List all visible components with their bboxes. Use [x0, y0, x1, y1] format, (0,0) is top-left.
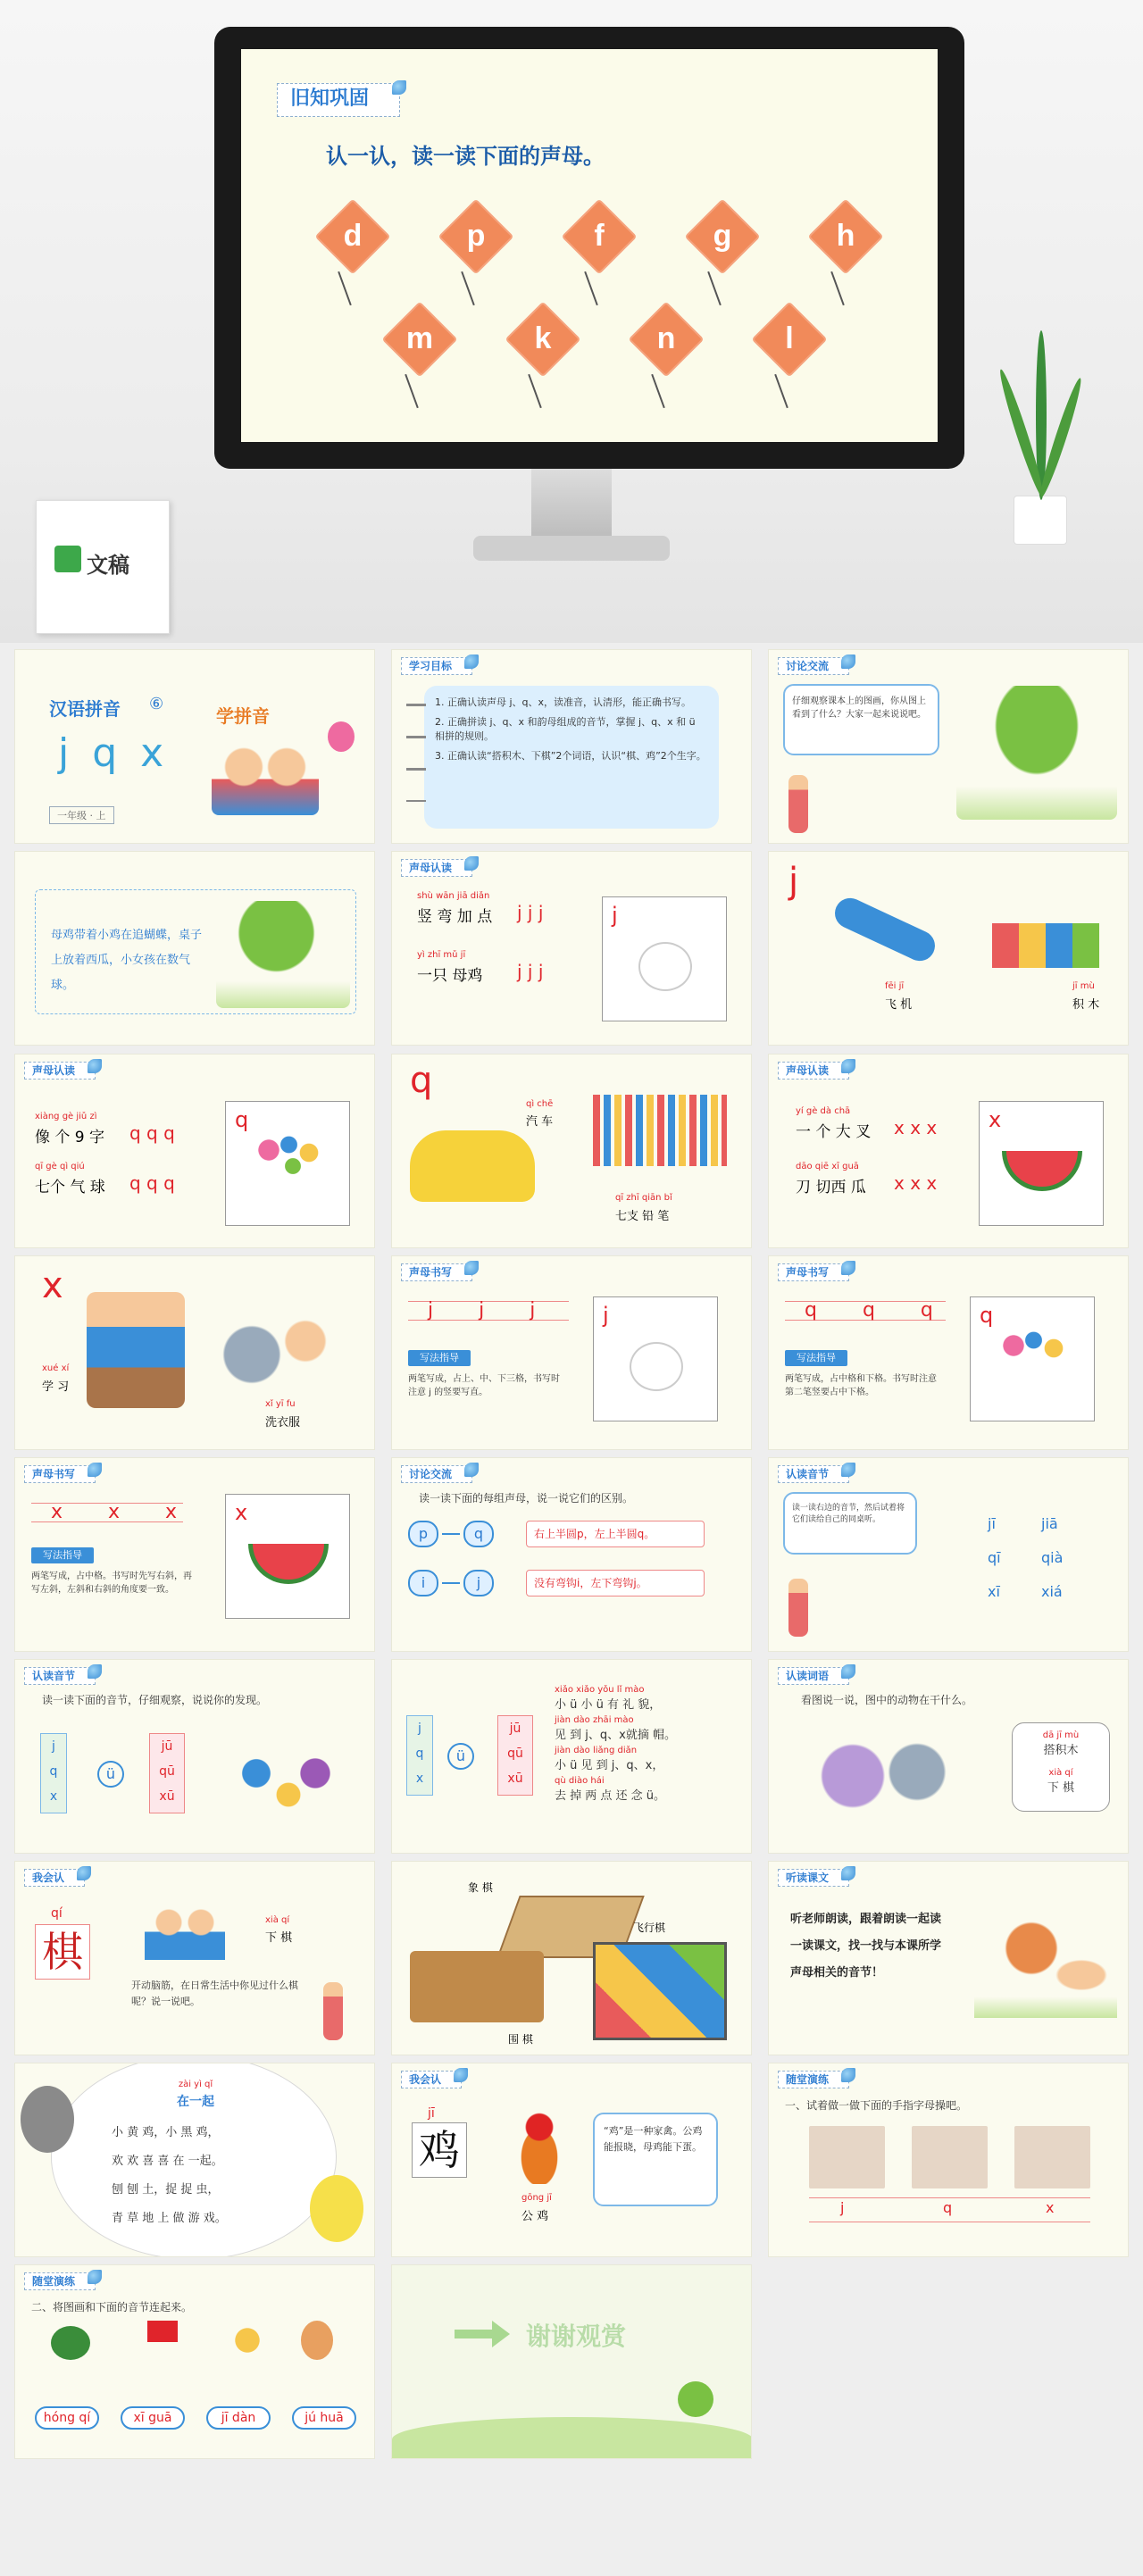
syllable: qū	[159, 1764, 175, 1779]
poem-line: 刨 刨 土，捉 捉 虫，	[112, 2183, 220, 2197]
syllables-box	[497, 1715, 533, 1796]
syllable: xiá	[1041, 1583, 1063, 1600]
intro-text: 一、试着做一做下面的手指字母操吧。	[785, 2099, 968, 2112]
animals-illustration	[805, 1736, 965, 1816]
slide-syllables-rule	[14, 1659, 375, 1854]
word: 下 棋	[265, 1931, 293, 1945]
hand-sign-x	[1014, 2126, 1090, 2188]
kite-letter: m	[405, 321, 434, 355]
word1: 汽 车	[526, 1115, 554, 1129]
hand-sign-q	[912, 2126, 988, 2188]
section-tag: 认读词语	[778, 1667, 849, 1685]
big-letter: x	[235, 1500, 248, 1525]
answer-jidan[interactable]: jī dàn	[206, 2406, 271, 2430]
section-tag: 认读音节	[24, 1667, 96, 1685]
pair2-a: i	[408, 1570, 438, 1596]
intro-text: 读一读下面的音节，仔细观察，说说你的发现。	[42, 1694, 268, 1706]
word1: 学 习	[42, 1380, 70, 1394]
blocks-icon	[992, 923, 1099, 968]
kite-g	[685, 199, 761, 275]
monitor-screen	[241, 49, 938, 442]
slide-char-ji	[391, 2063, 752, 2257]
scene-illustration	[216, 901, 350, 1008]
listen-text: 听老师朗读，跟着朗读一起读一读课文，找一找与本课所学声母相关的音节！	[790, 1913, 942, 1980]
kite-tail	[338, 271, 352, 305]
syllable: jiā	[1041, 1515, 1058, 1532]
label-weiqi: 围 棋	[508, 2033, 533, 2046]
line-1: 像 个 9 字	[35, 1129, 105, 1146]
rhyme-line: 去 掉 两 点 还 念 ü。	[555, 1789, 666, 1803]
section-tag: 随堂演练	[24, 2272, 96, 2290]
section-tag: 讨论交流	[778, 657, 849, 675]
slide-practice-1	[768, 2063, 1129, 2257]
initial: q	[415, 1747, 424, 1761]
initial: x	[415, 1772, 424, 1786]
syllable: qī	[988, 1549, 1001, 1566]
initial: j	[52, 1739, 55, 1754]
line-2: 一只 母鸡	[417, 967, 483, 985]
big-letter: x	[42, 1265, 63, 1306]
label-xiangqi: 象 棋	[468, 1881, 493, 1894]
subject: 汉语拼音	[49, 698, 121, 720]
letters-art	[229, 1745, 337, 1816]
kite-letter: k	[534, 321, 552, 355]
answer-q: q	[943, 2199, 953, 2216]
section-tag: 声母书写	[401, 1263, 472, 1281]
answer-hongqi[interactable]: hóng qí	[35, 2406, 99, 2430]
grade: 一年级 · 上	[49, 806, 114, 824]
kite-k	[505, 302, 581, 378]
initials-box	[40, 1733, 67, 1813]
kite-f	[562, 199, 638, 275]
word-card	[1012, 1722, 1110, 1812]
label-feixingqi: 飞行棋	[633, 1922, 666, 1934]
kite-tail	[461, 271, 475, 305]
rhyme-pinyin: xiǎo xiǎo yǒu lǐ mào	[555, 1685, 645, 1695]
word1-pinyin: qì chē	[526, 1099, 554, 1109]
children-illustration	[212, 735, 319, 815]
pinyin-1: shù wān jiā diǎn	[417, 891, 490, 901]
section-tag: 讨论交流	[401, 1465, 472, 1483]
word1: 飞 机	[885, 998, 913, 1012]
kite-letter: f	[594, 219, 605, 253]
connector	[442, 1533, 460, 1535]
letters-1: q q q	[129, 1122, 175, 1144]
thanks-text: 谢谢观赏	[526, 2322, 627, 2351]
written-letters: x x x	[51, 1501, 197, 1523]
section-tag: 声母书写	[778, 1263, 849, 1281]
guide-text: 两笔写成，占中格和下格。书写时注意第二笔竖要占中下格。	[785, 1374, 937, 1397]
goal-2: 2. 正确拼读 j、q、x 和韵母组成的音节，掌握 j、q、x 和 ü 相拼的规则。	[435, 716, 696, 742]
connector	[442, 1582, 460, 1584]
section-tag: 声母认读	[401, 859, 472, 877]
kite-n	[629, 302, 705, 378]
kite-d	[315, 199, 391, 275]
rhyme	[555, 1685, 747, 1803]
go-board	[410, 1951, 544, 2022]
yellow-chick-icon	[310, 2175, 363, 2242]
section-tag: 声母认读	[778, 1062, 849, 1080]
kite-letter: g	[713, 219, 732, 253]
letters-2: j j j	[517, 961, 544, 982]
section-tag: 随堂演练	[778, 2071, 849, 2088]
prompt-text: 开动脑筋，在日常生活中你见过什么棋呢？说一说吧。	[131, 1980, 298, 2007]
tree-icon	[678, 2381, 713, 2417]
rhyme-line: 见 到 j、q、x就摘 帽。	[555, 1729, 676, 1742]
answer-j: j	[840, 2199, 845, 2216]
written-letters: j j j	[428, 1299, 555, 1321]
u-circle: ü	[97, 1761, 124, 1788]
monitor-frame	[214, 27, 964, 469]
balloon-icon	[328, 721, 355, 752]
scene-text: 母鸡带着小鸡在追蝴蝶，桌子上放着西瓜，小女孩在数气球。	[51, 929, 203, 992]
big-letter: x	[989, 1107, 1002, 1132]
big-letter: j	[788, 861, 799, 902]
slide-compare	[391, 1457, 752, 1652]
word1-pinyin: fēi jī	[885, 981, 905, 991]
slide-title	[14, 649, 375, 844]
poem-line: 青 草 地 上 做 游 戏。	[112, 2212, 227, 2225]
slide-practice-2	[14, 2264, 375, 2459]
rhyme-pinyin: qù diào hái	[555, 1776, 605, 1786]
goal-1: 1. 正确认读声母 j、q、x，读准音，认清形，能正确书写。	[435, 696, 692, 708]
slide-j-words	[768, 851, 1129, 1046]
char-box: 棋	[35, 1924, 90, 1980]
kite-letter: n	[656, 321, 676, 355]
chrysanthemum-icon	[229, 2321, 265, 2360]
car-icon	[410, 1130, 535, 1202]
black-chick-icon	[21, 2086, 74, 2153]
guide-label: 写法指导	[31, 1547, 94, 1563]
teacher-figure	[788, 775, 808, 833]
monitor-stand	[531, 469, 612, 540]
slide-discuss	[768, 649, 1129, 844]
kite-l	[752, 302, 828, 378]
slide-syllables	[768, 1457, 1129, 1652]
syllables-box	[149, 1733, 185, 1813]
initial: x	[49, 1789, 58, 1804]
kite-letter: p	[466, 219, 486, 253]
line-2: 七个 气 球	[35, 1179, 105, 1196]
poem-body	[112, 2119, 227, 2233]
pair1-b: q	[463, 1521, 494, 1547]
section-tag: 我会认	[24, 1869, 85, 1887]
kite-tail	[774, 374, 788, 408]
big-letter: j	[603, 1303, 609, 1328]
balloons-picture	[970, 1296, 1095, 1421]
balloons-picture	[225, 1101, 350, 1226]
kite-h	[808, 199, 884, 275]
kite-p	[438, 199, 514, 275]
big-letter: q	[410, 1060, 433, 1101]
syllable: xū	[507, 1772, 523, 1786]
slide-rhyme	[391, 1659, 752, 1854]
pinyin-1: yí gè dà chā	[796, 1106, 851, 1116]
section-tag: 声母认读	[24, 1062, 96, 1080]
word: 公 鸡	[521, 2210, 549, 2223]
hint-2: 没有弯钩i，左下弯钩j。	[526, 1570, 705, 1596]
slide-chess-types	[391, 1861, 752, 2055]
slide-x-words	[14, 1255, 375, 1450]
slide-read-x	[768, 1054, 1129, 1248]
section-tag: 学习目标	[401, 657, 472, 675]
teacher-figure	[323, 1982, 343, 2040]
pair2-b: j	[463, 1570, 494, 1596]
monitor-base	[473, 536, 670, 561]
word2: 洗衣服	[265, 1416, 301, 1430]
rhyme-pinyin: jiàn dào liǎng diǎn	[555, 1746, 638, 1755]
pinyin-1: xiàng gè jiǔ zì	[35, 1112, 97, 1121]
hen-picture	[602, 896, 727, 1021]
logo-text: 文稿	[87, 553, 129, 578]
slide-listen	[768, 1861, 1129, 2055]
big-letter: j	[612, 903, 618, 928]
washing-icon	[212, 1301, 346, 1390]
initial: q	[49, 1764, 58, 1779]
hen-picture	[593, 1296, 718, 1421]
intro-text: 看图说一说，图中的动物在干什么。	[801, 1694, 973, 1706]
word-pinyin: gōng jī	[521, 2193, 552, 2203]
slide-words	[768, 1659, 1129, 1854]
section-tag: 旧知巩固	[277, 83, 400, 117]
hand-sign-j	[809, 2126, 885, 2188]
initials-box	[406, 1715, 433, 1796]
kids-chess-illustration	[145, 1897, 225, 1960]
line-2: 刀 切西 瓜	[796, 1179, 866, 1196]
written-letters: q q q	[805, 1299, 953, 1321]
balloons-icon	[997, 1324, 1078, 1378]
pair1-a: p	[408, 1521, 438, 1547]
guide-label: 写法指导	[785, 1350, 847, 1366]
rhyme-line: 小 ü 小 ü 有 礼 貌，	[555, 1698, 662, 1712]
goal-3: 3. 正确认读“搭积木、下棋”2个词语，认识“棋、鸡”2个生字。	[435, 750, 706, 762]
poem-title: 在一起	[177, 2095, 214, 2109]
rooster-icon	[508, 2108, 571, 2184]
student-icon	[87, 1292, 185, 1408]
rhyme-line: 小 ü 见 到 j、q、x，	[555, 1759, 664, 1772]
letters-1: j j j	[517, 902, 544, 923]
kite-letter: d	[343, 219, 363, 253]
phonograph-illustration	[974, 1911, 1117, 2018]
answer-x: x	[1046, 2199, 1055, 2216]
kite-tail	[584, 271, 598, 305]
word2: 下 棋	[1047, 1781, 1075, 1795]
watermelon-icon	[51, 2326, 90, 2360]
column-2	[1041, 1507, 1063, 1609]
airplane-icon	[830, 893, 939, 966]
speech-bubble: “鸡”是一种家禽。公鸡能报晓，母鸡能下蛋。	[593, 2113, 718, 2206]
syllable: jī	[988, 1515, 996, 1532]
art-title: 学拼音	[216, 705, 270, 727]
kite-tail	[405, 374, 419, 408]
pinyin-2: yì zhī mǔ jī	[417, 950, 466, 960]
big-letter: q	[980, 1303, 994, 1328]
word2-pinyin: xǐ yī fu	[265, 1399, 296, 1409]
slide-write-x	[14, 1457, 375, 1652]
char-pinyin: qí	[51, 1906, 63, 1921]
syllable: xū	[159, 1789, 175, 1804]
syllable: qū	[507, 1747, 523, 1761]
slide-thanks	[391, 2264, 752, 2459]
section-tag: 认读音节	[778, 1465, 849, 1483]
section-tag: 我会认	[401, 2071, 462, 2088]
syllable: jū	[509, 1722, 521, 1736]
word-pinyin: xià qí	[265, 1915, 290, 1925]
arrow-icon	[492, 2321, 510, 2347]
poem-line: 小 黄 鸡，小 黑 鸡，	[112, 2126, 220, 2139]
word2-pinyin: qī zhī qiān bǐ	[615, 1193, 672, 1203]
char-box: 鸡	[412, 2122, 467, 2178]
egg-icon	[301, 2321, 333, 2360]
slide-read-j	[391, 851, 752, 1046]
slide-poem	[14, 2063, 375, 2257]
section-tag: 声母书写	[24, 1465, 96, 1483]
rhyme-pinyin: jiàn dào zhāi mào	[555, 1715, 634, 1725]
flag-icon	[147, 2321, 178, 2342]
word1-pinyin: xué xí	[42, 1363, 70, 1373]
instruction-text: 认一认，读一读下面的声母。	[326, 144, 605, 169]
teacher-figure	[788, 1579, 808, 1637]
binder-rings	[406, 704, 426, 802]
guide-text: 两笔写成，占中格。书写时先写右斜，再写左斜，左斜和右斜的角度要一致。	[31, 1571, 192, 1595]
initial: j	[418, 1722, 421, 1736]
word2: 七支 铅 笔	[615, 1210, 670, 1223]
pinyin-2: dāo qiē xī guā	[796, 1162, 859, 1171]
hen-icon	[638, 942, 692, 991]
big-letter: q	[235, 1107, 249, 1132]
kite-letter: h	[836, 219, 855, 253]
pinyin-2: qī gè qì qiú	[35, 1162, 85, 1171]
guide-text: 两笔写成，占上、中、下三格，书写时注意 j 的竖要写直。	[408, 1374, 560, 1397]
syllable: qià	[1041, 1549, 1064, 1566]
u-circle: ü	[447, 1743, 474, 1770]
intro-text: 读一读下面的每组声母，说一说它们的区别。	[419, 1492, 634, 1505]
column-1	[988, 1507, 1001, 1609]
kite-m	[382, 302, 458, 378]
pencils-icon	[593, 1095, 727, 1166]
letters: j q x	[58, 730, 170, 776]
kite-tail	[707, 271, 722, 305]
kite-letter: l	[785, 321, 794, 355]
feixingqi-board	[593, 1942, 727, 2040]
watermelon-icon	[1002, 1151, 1082, 1191]
slide-read-q	[14, 1054, 375, 1248]
slide-char-qi	[14, 1861, 375, 2055]
word1-pinyin: dā jī mù	[1042, 1730, 1080, 1740]
grass	[392, 2417, 752, 2459]
word2-pinyin: jī mù	[1072, 981, 1095, 991]
lesson-number: ⑥	[149, 695, 164, 713]
slide-grid	[0, 643, 1143, 2576]
title-pinyin: zài yì qǐ	[178, 2080, 213, 2089]
slide-write-j	[391, 1255, 752, 1450]
poem-line: 欢 欢 喜 喜 在 一起。	[112, 2155, 223, 2168]
balloons-icon	[253, 1129, 333, 1182]
watermelon-picture	[979, 1101, 1104, 1226]
slide-goals	[391, 649, 752, 844]
syllable: jū	[161, 1739, 173, 1754]
hero-section	[0, 0, 1143, 643]
tree-scene	[956, 686, 1117, 820]
syllable: xī	[988, 1583, 1000, 1600]
word2: 积 木	[1072, 998, 1100, 1012]
goals-box	[424, 686, 719, 829]
line-1: 竖 弯 加 点	[417, 908, 493, 926]
hint-1: 右上半圆p，左上半圆q。	[526, 1521, 705, 1547]
line-1: 一 个 大 叉	[796, 1123, 872, 1141]
letters-2: q q q	[129, 1172, 175, 1194]
kite-tail	[651, 374, 665, 408]
intro-text: 二、将图画和下面的音节连起来。	[31, 2301, 193, 2313]
word2-pinyin: xià qí	[1048, 1768, 1073, 1778]
section-tag: 听读课文	[778, 1869, 849, 1887]
slide-q-words	[391, 1054, 752, 1248]
speech-bubble: 读一读右边的音节，然后试着将它们读给自己的同桌听。	[783, 1492, 917, 1555]
slide-scene-text	[14, 851, 375, 1046]
logo-calendar	[36, 500, 170, 634]
plant	[1000, 330, 1080, 545]
char-pinyin: jī	[428, 2106, 435, 2121]
watermelon-icon	[248, 1544, 329, 1584]
word1: 搭积木	[1043, 1744, 1079, 1757]
kite-tail	[528, 374, 542, 408]
speech-bubble: 仔细观察课本上的图画，你从图上看到了什么？大家一起来说说吧。	[783, 684, 939, 755]
guide-label: 写法指导	[408, 1350, 471, 1366]
answer-juhua[interactable]: jú huā	[292, 2406, 356, 2430]
kite-tail	[830, 271, 845, 305]
answer-xigua[interactable]: xī guā	[121, 2406, 185, 2430]
watermelon-picture	[225, 1494, 350, 1619]
letters-1: x x x	[894, 1117, 938, 1138]
letters-2: x x x	[894, 1172, 938, 1194]
slide-write-q	[768, 1255, 1129, 1450]
hen-icon	[630, 1342, 683, 1391]
logo-icon	[54, 546, 81, 572]
